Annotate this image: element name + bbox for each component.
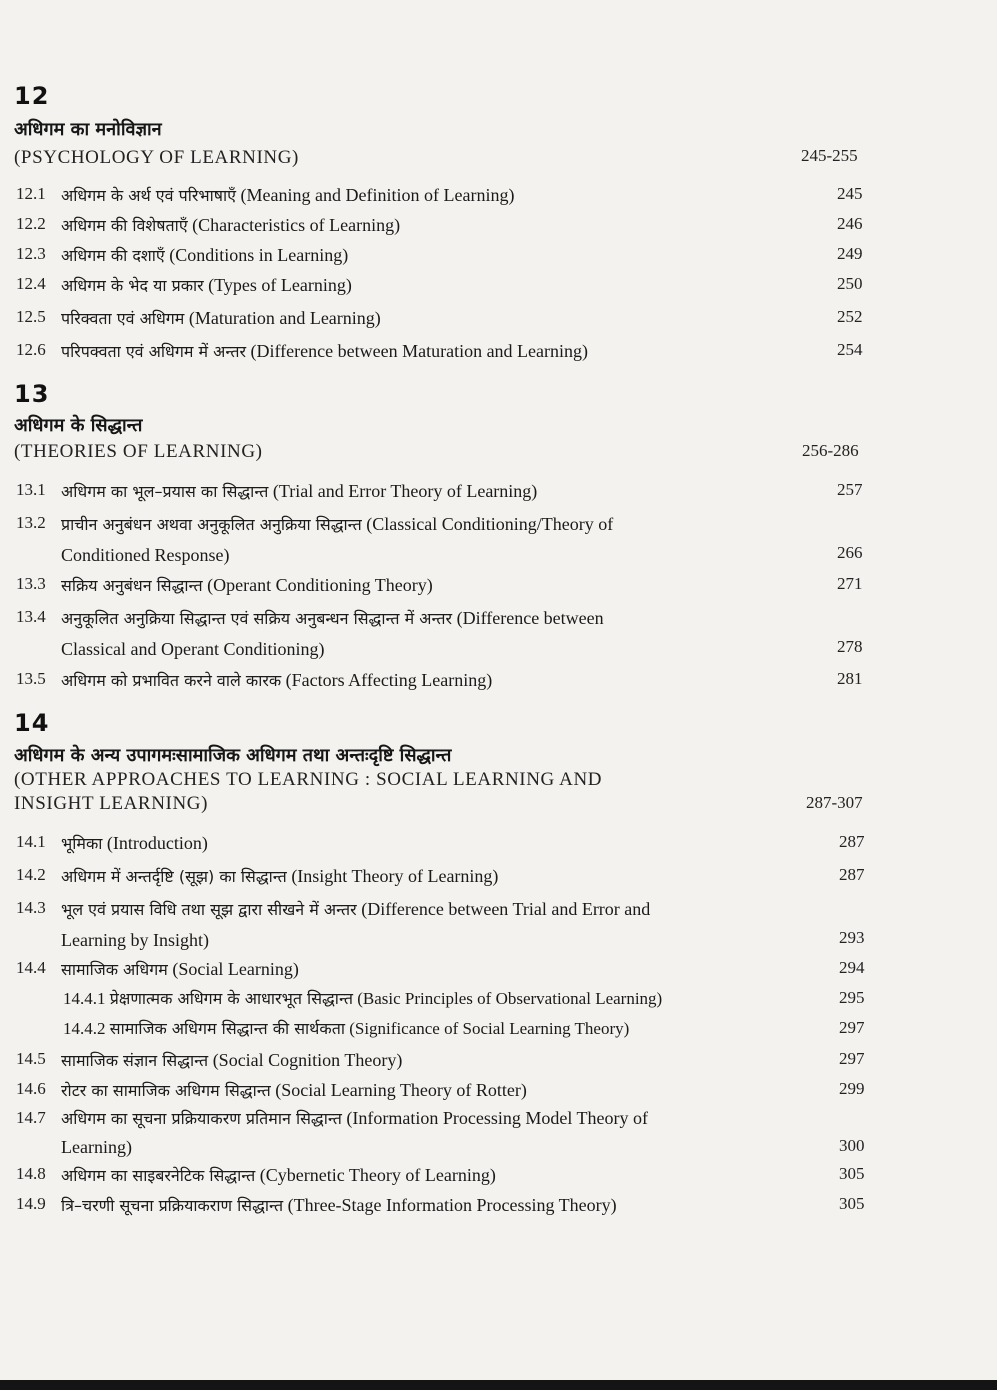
entry-hindi: अधिगम का साइबरनेटिक सिद्धान्त xyxy=(61,1166,256,1185)
entry-number: 12.2 xyxy=(16,214,46,233)
entry-page: 299 xyxy=(839,1079,865,1098)
chapter-number: 13 xyxy=(14,380,50,408)
entry-page: 300 xyxy=(839,1136,865,1155)
chapter-page-range: 245-255 xyxy=(801,146,858,165)
entry-english: (Meaning and Definition of Learning) xyxy=(240,185,515,205)
entry-english: (Basic Principles of Observational Learning) xyxy=(357,989,663,1008)
entry-hindi: सक्रिय अनुबंधन सिद्धान्त xyxy=(61,576,203,595)
chapter-english-title: (THEORIES OF LEARNING) xyxy=(14,441,263,462)
entry-title xyxy=(61,1190,821,1221)
chapter-english-title-line1: (OTHER APPROACHES TO LEARNING : SOCIAL LEARNING AND xyxy=(14,769,603,790)
entry-english: (Conditions in Learning) xyxy=(169,245,349,265)
entry-english: (Three-Stage Information Processing Theory) xyxy=(287,1195,617,1215)
entry-hindi: अधिगम की दशाएँ xyxy=(61,246,165,265)
chapter-hindi-title: अधिगम के सिद्धान्त xyxy=(14,415,143,436)
entry-number: 12.1 xyxy=(16,184,46,203)
chapter-english-title-line2: INSIGHT LEARNING) xyxy=(14,793,209,814)
entry-page: 254 xyxy=(837,340,863,359)
entry-page: 246 xyxy=(837,214,863,233)
entry-english: (Operant Conditioning Theory) xyxy=(207,575,433,595)
entry-hindi: अधिगम के भेद या प्रकार xyxy=(61,276,204,295)
entry-page: 293 xyxy=(839,928,865,947)
entry-english: (Social Learning) xyxy=(172,959,299,979)
entry-page: 297 xyxy=(839,1018,865,1037)
entry-title xyxy=(63,1014,823,1044)
entry-title xyxy=(61,1160,821,1191)
entry-number: 13.2 xyxy=(16,513,46,532)
chapter-number: 12 xyxy=(14,82,50,110)
entry-english: (Factors Affecting Learning) xyxy=(285,670,493,690)
entry-hindi: त्रि–चरणी सूचना प्रक्रियाकराण सिद्धान्त xyxy=(61,1196,284,1215)
entry-title xyxy=(61,180,821,211)
entry-english: (Difference between Maturation and Learning) xyxy=(250,341,589,361)
entry-number: 14.5 xyxy=(16,1049,46,1068)
entry-page: 305 xyxy=(839,1194,865,1213)
scan-bottom-edge xyxy=(0,1380,997,1390)
entry-title xyxy=(61,570,821,601)
entry-hindi: अधिगम में अन्तर्दृष्टि (सूझ) का सिद्धान्त xyxy=(61,867,287,886)
entry-number: 14.9 xyxy=(16,1194,46,1213)
entry-number: 12.5 xyxy=(16,307,46,326)
entry-hindi: प्रेक्षणात्मक अधिगम के आधारभूत सिद्धान्त xyxy=(109,989,353,1008)
entry-english: (Types of Learning) xyxy=(208,275,352,295)
entry-number: 14.3 xyxy=(16,898,46,917)
entry-title xyxy=(61,665,821,696)
entry-title xyxy=(61,509,821,570)
entry-page: 278 xyxy=(837,637,863,656)
entry-number: 12.3 xyxy=(16,244,46,263)
entry-english: (Information Processing Model Theory of xyxy=(346,1108,649,1128)
entry-page: 252 xyxy=(837,307,863,326)
entry-english: (Significance of Social Learning Theory) xyxy=(349,1019,630,1038)
entry-english: (Insight Theory of Learning) xyxy=(291,866,499,886)
entry-hindi: प्राचीन अनुबंधन अथवा अनुकूलित अनुक्रिया सिद्धान्त xyxy=(61,515,362,534)
entry-page: 287 xyxy=(839,832,865,851)
entry-page: 249 xyxy=(837,244,863,263)
entry-number: 14.2 xyxy=(16,865,46,884)
entry-title xyxy=(61,210,821,241)
entry-page: 305 xyxy=(839,1164,865,1183)
entry-page: 257 xyxy=(837,480,863,499)
chapter-number: 14 xyxy=(14,709,50,737)
entry-english: (Trial and Error Theory of Learning) xyxy=(272,481,538,501)
chapter-hindi-title: अधिगम के अन्य उपागमःसामाजिक अधिगम तथा अन्तःदृष्टि सिद्धान्त xyxy=(14,745,452,766)
entry-title xyxy=(61,270,821,301)
entry-page: 281 xyxy=(837,669,863,688)
entry-number: 14.4 xyxy=(16,958,46,977)
entry-english: (Difference between Trial and Error and xyxy=(361,899,651,919)
entry-english-continued: Conditioned Response) xyxy=(61,545,230,565)
entry-number: 13.1 xyxy=(16,480,46,499)
entry-english: (Cybernetic Theory of Learning) xyxy=(259,1165,496,1185)
chapter-english-title xyxy=(14,768,602,816)
entry-page: 294 xyxy=(839,958,865,977)
entry-title xyxy=(61,894,821,955)
entry-hindi: भूमिका xyxy=(61,834,103,853)
entry-hindi: अनुकूलित अनुक्रिया सिद्धान्त एवं सक्रिय अनुबन्धन सिद्धान्त में अन्तर xyxy=(61,609,453,628)
entry-english: (Maturation and Learning) xyxy=(188,308,381,328)
entry-number: 13.3 xyxy=(16,574,46,593)
entry-hindi: अधिगम का भूल–प्रयास का सिद्धान्त xyxy=(61,482,269,501)
entry-english-continued: Learning by Insight) xyxy=(61,930,209,950)
entry-title xyxy=(61,1075,821,1106)
entry-hindi: अधिगम के अर्थ एवं परिभाषाएँ xyxy=(61,186,237,205)
entry-english: (Difference between xyxy=(456,608,604,628)
entry-hindi: परिक्वता एवं अधिगम xyxy=(61,309,185,328)
entry-number: 13.4 xyxy=(16,607,46,626)
entry-hindi: रोटर का सामाजिक अधिगम सिद्धान्त xyxy=(61,1081,271,1100)
chapter-hindi-title: अधिगम का मनोविज्ञान xyxy=(14,119,162,140)
entry-title xyxy=(61,828,821,859)
entry-title xyxy=(61,1045,821,1076)
entry-english-continued: Classical and Operant Conditioning) xyxy=(61,639,325,659)
entry-hindi: परिपक्वता एवं अधिगम में अन्तर xyxy=(61,342,247,361)
entry-hindi: भूल एवं प्रयास विधि तथा सूझ द्वारा सीखने में अन्तर xyxy=(61,900,357,919)
entry-number: 12.6 xyxy=(16,340,46,359)
entry-title xyxy=(61,303,821,334)
entry-hindi: अधिगम का सूचना प्रक्रियाकरण प्रतिमान सिद्धान्त xyxy=(61,1109,342,1128)
entry-page: 245 xyxy=(837,184,863,203)
entry-title xyxy=(61,603,821,664)
entry-number: 14.6 xyxy=(16,1079,46,1098)
entry-number: 14.4.1 xyxy=(63,989,106,1008)
entry-english: (Social Cognition Theory) xyxy=(212,1050,403,1070)
entry-number: 12.4 xyxy=(16,274,46,293)
entry-page: 297 xyxy=(839,1049,865,1068)
chapter-page-range: 256-286 xyxy=(802,441,859,460)
entry-english: (Introduction) xyxy=(106,833,208,853)
entry-english: (Social Learning Theory of Rotter) xyxy=(275,1080,527,1100)
entry-page: 271 xyxy=(837,574,863,593)
entry-english: (Classical Conditioning/Theory of xyxy=(366,514,614,534)
entry-page: 287 xyxy=(839,865,865,884)
entry-number: 13.5 xyxy=(16,669,46,688)
entry-title xyxy=(63,984,823,1014)
entry-title xyxy=(61,240,821,271)
entry-hindi: अधिगम की विशेषताएँ xyxy=(61,216,188,235)
entry-page: 250 xyxy=(837,274,863,293)
entry-title xyxy=(61,1104,821,1161)
chapter-page-range: 287-307 xyxy=(806,793,863,812)
entry-number: 14.1 xyxy=(16,832,46,851)
entry-english-continued: Learning) xyxy=(61,1137,132,1157)
entry-title xyxy=(61,476,821,507)
entry-number: 14.4.2 xyxy=(63,1019,106,1038)
entry-hindi: सामाजिक अधिगम सिद्धान्त की सार्थकता xyxy=(109,1019,345,1038)
entry-title xyxy=(61,336,821,367)
entry-hindi: अधिगम को प्रभावित करने वाले कारक xyxy=(61,671,282,690)
entry-english: (Characteristics of Learning) xyxy=(192,215,401,235)
entry-page: 266 xyxy=(837,543,863,562)
entry-title xyxy=(61,861,821,892)
entry-number: 14.8 xyxy=(16,1164,46,1183)
entry-page: 295 xyxy=(839,988,865,1007)
chapter-english-title: (PSYCHOLOGY OF LEARNING) xyxy=(14,147,299,168)
entry-hindi: सामाजिक अधिगम xyxy=(61,960,168,979)
entry-title xyxy=(61,954,821,985)
entry-hindi: सामाजिक संज्ञान सिद्धान्त xyxy=(61,1051,209,1070)
entry-number: 14.7 xyxy=(16,1108,46,1127)
